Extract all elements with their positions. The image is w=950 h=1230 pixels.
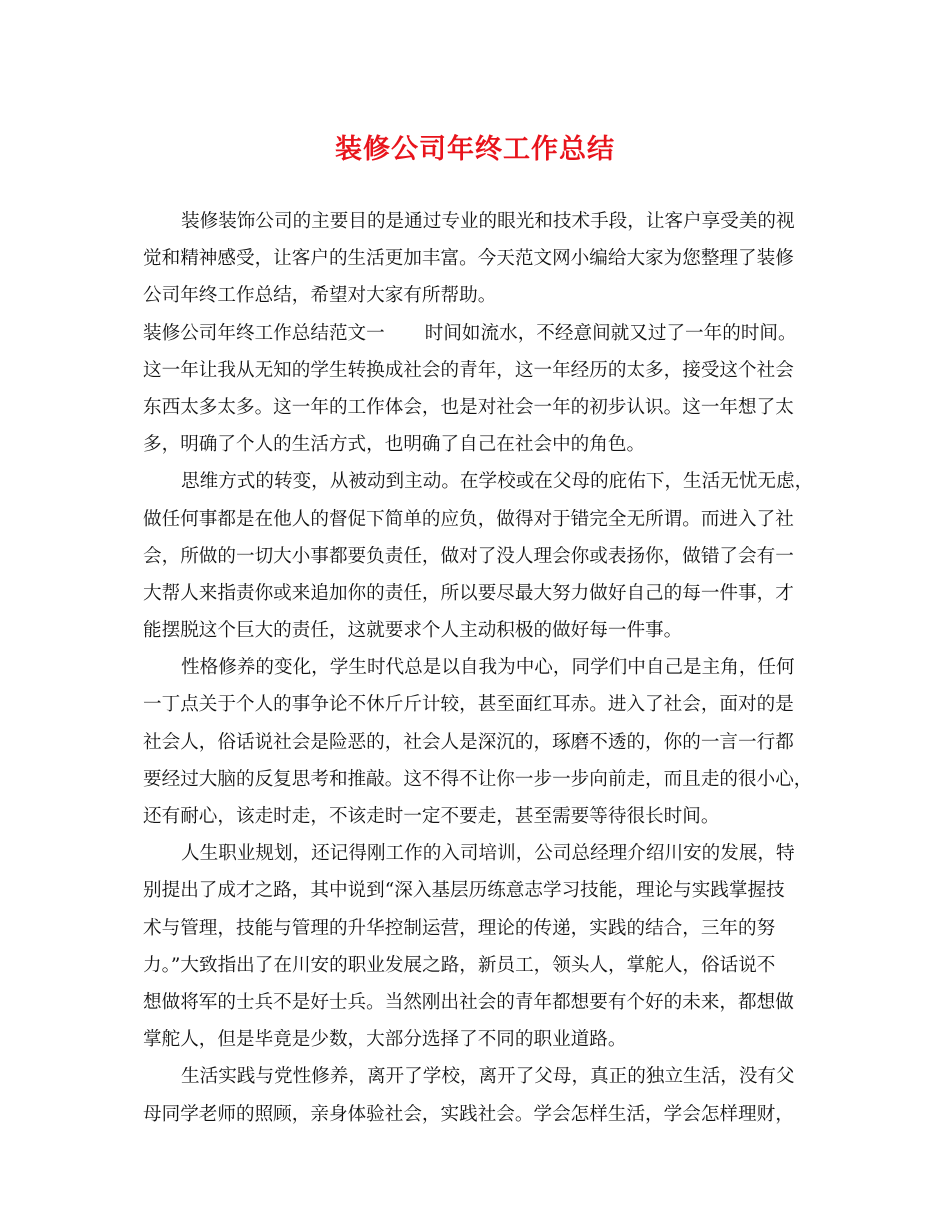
text-line: 一丁点关于个人的事争论不休斤斤计较，甚至面红耳赤。进入了社会，面对的是: [143, 694, 794, 716]
text-line: 装修装饰公司的主要目的是通过专业的眼光和技术手段，让客户享受美的视: [181, 211, 795, 232]
text-line: 思维方式的转变，从被动到主动。在学校或在父母的庇佑下，生活无忧无虑，: [181, 471, 814, 493]
text-line: 人生职业规划，还记得刚工作的入司培训，公司总经理介绍川安的发展，特: [181, 843, 795, 865]
text-line: 多，明确了个人的生活方式，也明确了自己在社会中的角色。: [143, 434, 646, 456]
text-line: 这一年让我从无知的学生转换成社会的青年，这一年经历的太多，接受这个社会: [143, 359, 794, 381]
text-line-inline: 时间如流水，不经意间就又过了一年的时间。: [424, 322, 797, 344]
text-line: 还有耐心，该走时走，不该走时一定不要走，甚至需要等待很长时间。: [143, 806, 720, 827]
text-line: 大帮人来指责你或来追加你的责任，所以要尽最大努力做好自己的每一件事，才: [143, 582, 794, 604]
text-line: 东西太多太多。这一年的工作体会，也是对社会一年的初步认识。这一年想了太: [143, 396, 794, 418]
document-title: 装修公司年终工作总结: [335, 134, 615, 165]
text-line: 公司年终工作总结，希望对大家有所帮助。: [143, 285, 497, 307]
document-body: [143, 203, 814, 1133]
text-line: 会，所做的一切大小事都要负责任，做对了没人理会你或表扬你，做错了会有一: [143, 545, 794, 567]
text-line: 母同学老师的照顾，亲身体验社会，实践社会。学会怎样生活，学会怎样理财，: [143, 1103, 794, 1125]
text-line: 要经过大脑的反复思考和推敲。这不得不让你一步一步向前走，而且走的很小心，: [143, 768, 813, 790]
text-line: 做任何事都是在他人的督促下简单的应负，做得对于错完全无所谓。而进入了社: [143, 508, 794, 530]
text-line: 觉和精神感受，让客户的生活更加丰富。今天范文网小编给大家为您整理了装修: [143, 248, 794, 270]
text-line: 能摆脱这个巨大的责任，这就要求个人主动积极的做好每一件事。: [143, 620, 683, 642]
text-line-section-heading: [143, 315, 808, 352]
text-line: 性格修养的变化，学生时代总是以自我为中心，同学们中自己是主角，任何: [181, 657, 795, 679]
text-line: 掌舵人，但是毕竟是少数，大部分选择了不同的职业道路。: [143, 1029, 627, 1051]
text-line: 力。”大致指出了在川安的职业发展之路，新员工，领头人，掌舵人，俗话说不: [143, 954, 776, 976]
section-heading: 装修公司年终工作总结范文一: [143, 322, 385, 344]
text-line: 社会人，俗话说社会是险恶的，社会人是深沉的，琢磨不透的，你的一言一行都: [143, 731, 794, 753]
text-line: 生活实践与党性修养，离开了学校，离开了父母，真正的独立生活，没有父: [181, 1066, 795, 1088]
text-line: 术与管理，技能与管理的升华控制运营，理论的传递，实践的结合，三年的努: [143, 917, 776, 939]
text-line: 想做将军的士兵不是好士兵。当然刚出社会的青年都想要有个好的未来，都想做: [143, 991, 794, 1013]
text-line: 别提出了成才之路，其中说到“深入基层历练意志学习技能，理论与实践掌握技: [143, 880, 785, 902]
